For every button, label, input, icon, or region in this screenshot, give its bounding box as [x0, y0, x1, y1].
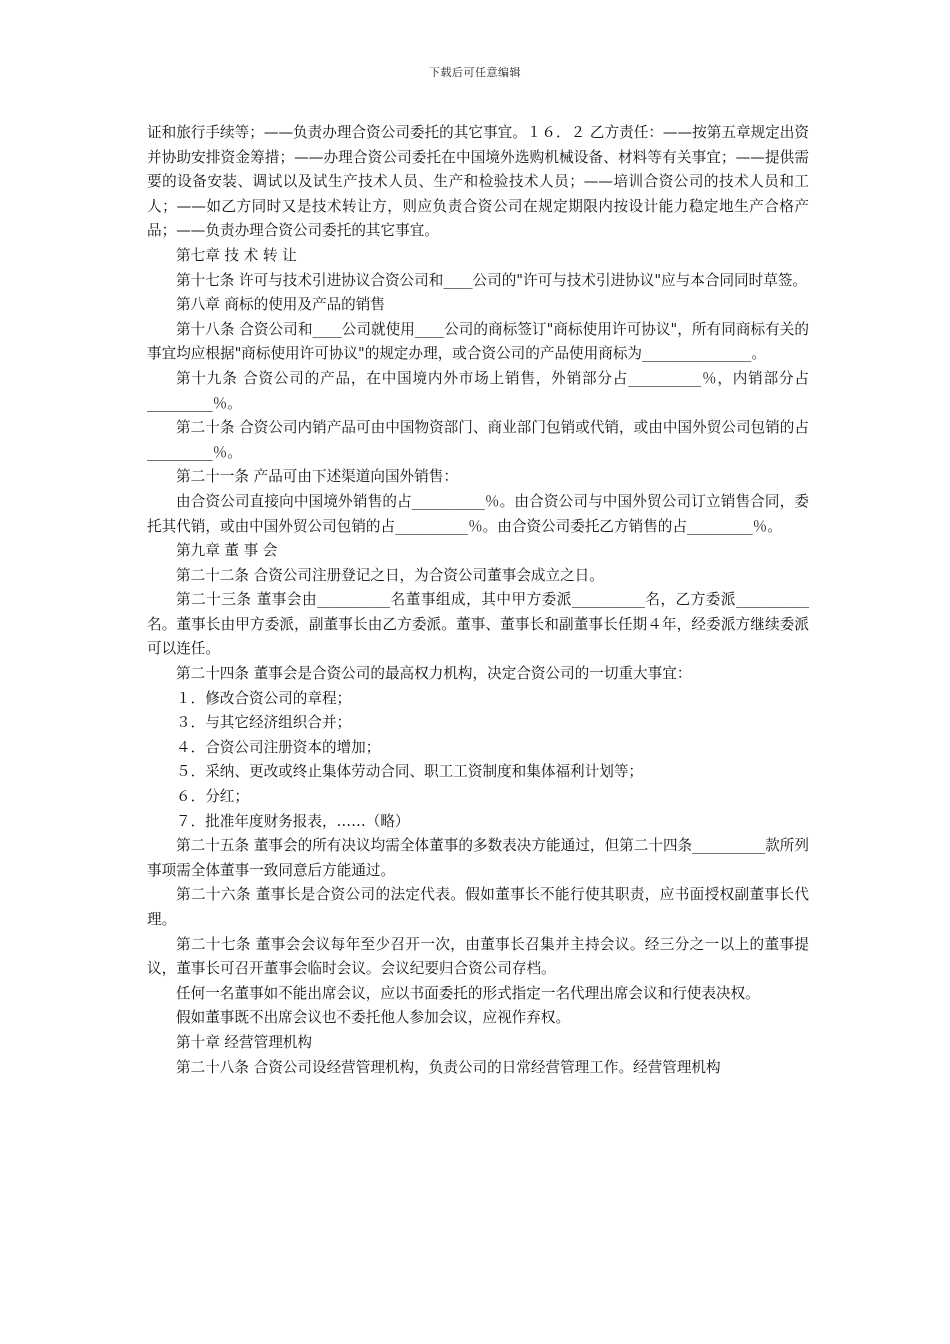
- paragraph: 第二十六条 董事长是合资公司的法定代表。假如董事长不能行使其职责，应书面授权副董事长代理。: [147, 886, 809, 928]
- paragraph: 第八章 商标的使用及产品的销售: [176, 296, 385, 314]
- paragraph: 第二十八条 合资公司设经营管理机构，负责公司的日常经营管理工作。经营管理机构: [176, 1058, 721, 1076]
- paragraph: 第十八条 合资公司和____公司就使用____公司的商标签订"商标使用许可协议"，所有同商标有关的事宜均应根据"商标使用许可协议"的规定办理，或合资公司的产品使用商标为_______________。: [147, 320, 809, 363]
- document-body: [147, 121, 809, 1080]
- paragraph: 第二十五条 董事会的所有决议均需全体董事的多数表决方能通过，但第二十四条__________款所列事项需全体董事一致同意后方能通过。: [147, 837, 809, 879]
- paragraph: ４．合资公司注册资本的增加；: [176, 738, 381, 756]
- paragraph: 任何一名董事如不能出席会议，应以书面委托的形式指定一名代理出席会议和行使表决权。: [176, 984, 760, 1002]
- paragraph: 第二十三条 董事会由__________名董事组成，其中甲方委派__________名，乙方委派__________名。董事长由甲方委派，副董事长由乙方委派。董事、董事长和副董事长任期４年，经委派方继续委派可以连任。: [147, 591, 809, 658]
- paragraph: 由合资公司直接向中国境外销售的占__________％。由合资公司与中国外贸公司订立销售合同，委托其代销，或由中国外贸公司包销的占__________％。由合资公司委托乙方销售的占_________％。: [147, 492, 809, 535]
- paragraph: ６．分红；: [176, 788, 249, 806]
- paragraph: ３．与其它经济组织合并；: [176, 714, 352, 732]
- paragraph: 第二十条 合资公司内销产品可由中国物资部门、商业部门包销或代销，或由中国外贸公司包销的占_________％。: [147, 419, 809, 461]
- paragraph: 假如董事既不出席会议也不委托他人参加会议，应视作弃权。: [176, 1009, 571, 1027]
- paragraph: 证和旅行手续等；——负责办理合资公司委托的其它事宜。１６．２ 乙方责任：——按第五章规定出资并协助安排资金筹措；——办理合资公司委托在中国境外选购机械设备、材料等有关事宜；——提供需要的设备安装、调试以及试生产技术人员、生产和检验技术人员；——培训合资公司的技术人员和工人；——如乙方同时又是技术转让方，则应负责合资公司在规定期限内按设计能力稳定地生产合格产品；——负责办理合资公司委托的其它事宜。: [147, 124, 809, 240]
- paragraph: ５．采纳、更改或终止集体劳动合同、职工工资制度和集体福利计划等；: [176, 763, 644, 781]
- paragraph: 第十九条 合资公司的产品，在中国境内外市场上销售，外销部分占__________％，内销部分占_________％。: [147, 369, 809, 412]
- paragraph: 第二十二条 合资公司注册登记之日，为合资公司董事会成立之日。: [176, 566, 604, 584]
- paragraph: 第二十一条 产品可由下述渠道向国外销售：: [176, 468, 458, 486]
- paragraph: 第九章 董 事 会: [176, 542, 278, 560]
- paragraph: １．修改合资公司的章程；: [176, 689, 352, 707]
- page-header: 下载后可任意编辑: [429, 66, 521, 79]
- paragraph: 第二十四条 董事会是合资公司的最高权力机构，决定合资公司的一切重大事宜：: [176, 665, 692, 683]
- paragraph: 第二十七条 董事会会议每年至少召开一次，由董事长召集并主持会议。经三分之一以上的董事提议，董事长可召开董事会临时会议。会议纪要归合资公司存档。: [147, 935, 809, 978]
- paragraph: 第十章 经营管理机构: [176, 1033, 312, 1051]
- paragraph: 第七章 技 术 转 让: [176, 246, 297, 264]
- paragraph: ７．批准年度财务报表，……（略）: [176, 812, 410, 830]
- paragraph: 第十七条 许可与技术引进协议合资公司和____公司的"许可与技术引进协议"应与本合同同时草签。: [176, 271, 808, 289]
